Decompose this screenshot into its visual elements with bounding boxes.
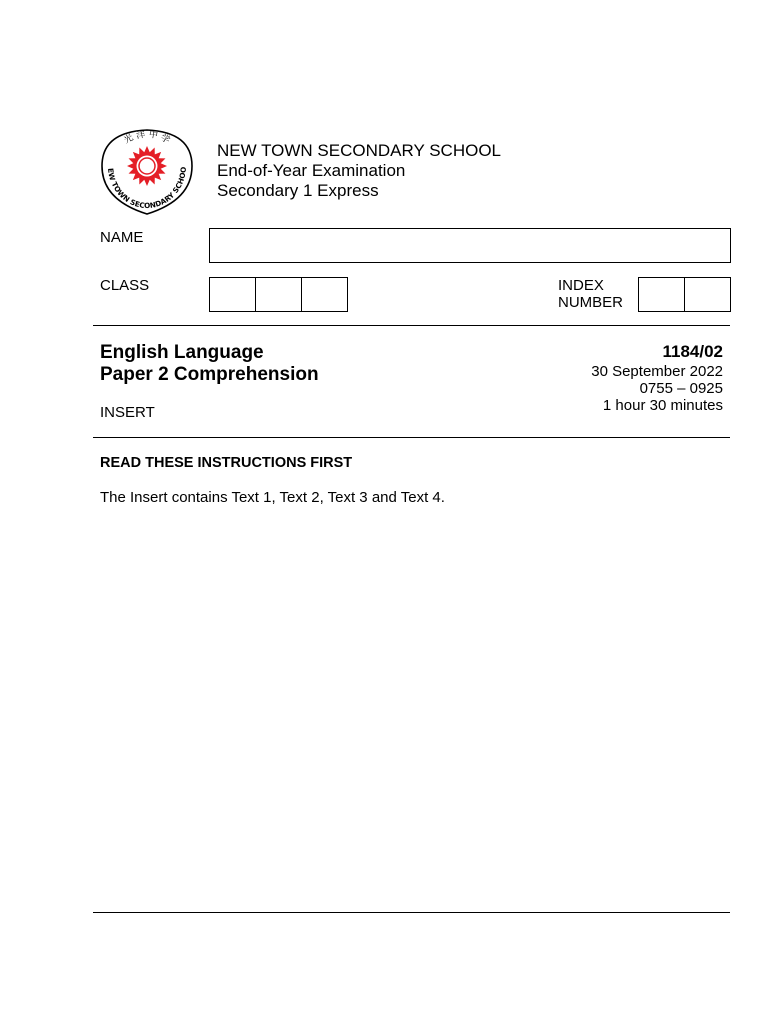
class-cell[interactable] [302,277,348,312]
name-label: NAME [100,229,144,246]
divider-middle [93,437,730,438]
index-cell[interactable] [638,277,685,312]
exam-name: End-of-Year Examination [217,161,406,180]
class-cell[interactable] [256,277,302,312]
school-crest-logo [98,126,196,218]
school-header [217,141,501,201]
instructions-heading: READ THESE INSTRUCTIONS FIRST [100,455,353,471]
insert-label: INSERT [100,404,155,421]
instructions-text: The Insert contains Text 1, Text 2, Text 3 and Text 4. [100,489,445,506]
crest-chinese-text: 光 洋 中 学 [122,129,172,146]
class-cell[interactable] [209,277,256,312]
class-field [209,277,348,312]
divider-top [93,325,730,326]
paper-info [591,342,723,414]
index-cell[interactable] [685,277,731,312]
index-label-line2: NUMBER [558,294,624,311]
name-field[interactable] [209,228,731,263]
exam-time: 0755 – 0925 [639,380,723,397]
divider-bottom [93,912,730,913]
level: Secondary 1 Express [217,181,379,200]
paper-title: Paper 2 Comprehension [100,364,319,385]
class-label: CLASS [100,277,150,294]
index-number-label [558,277,623,311]
exam-duration: 1 hour 30 minutes [602,397,723,414]
subject-title: English Language [100,342,264,363]
paper-code: 1184/02 [662,342,723,361]
subject-block [100,342,319,386]
exam-date: 30 September 2022 [591,363,723,380]
crest-english-text: EW TOWN SECONDARY SCHOO [106,166,189,211]
index-number-field [638,277,731,312]
index-label-line1: INDEX [558,277,604,294]
school-name: NEW TOWN SECONDARY SCHOOL [217,141,502,160]
school-crest-icon [98,126,196,218]
crest-flower [127,146,167,186]
